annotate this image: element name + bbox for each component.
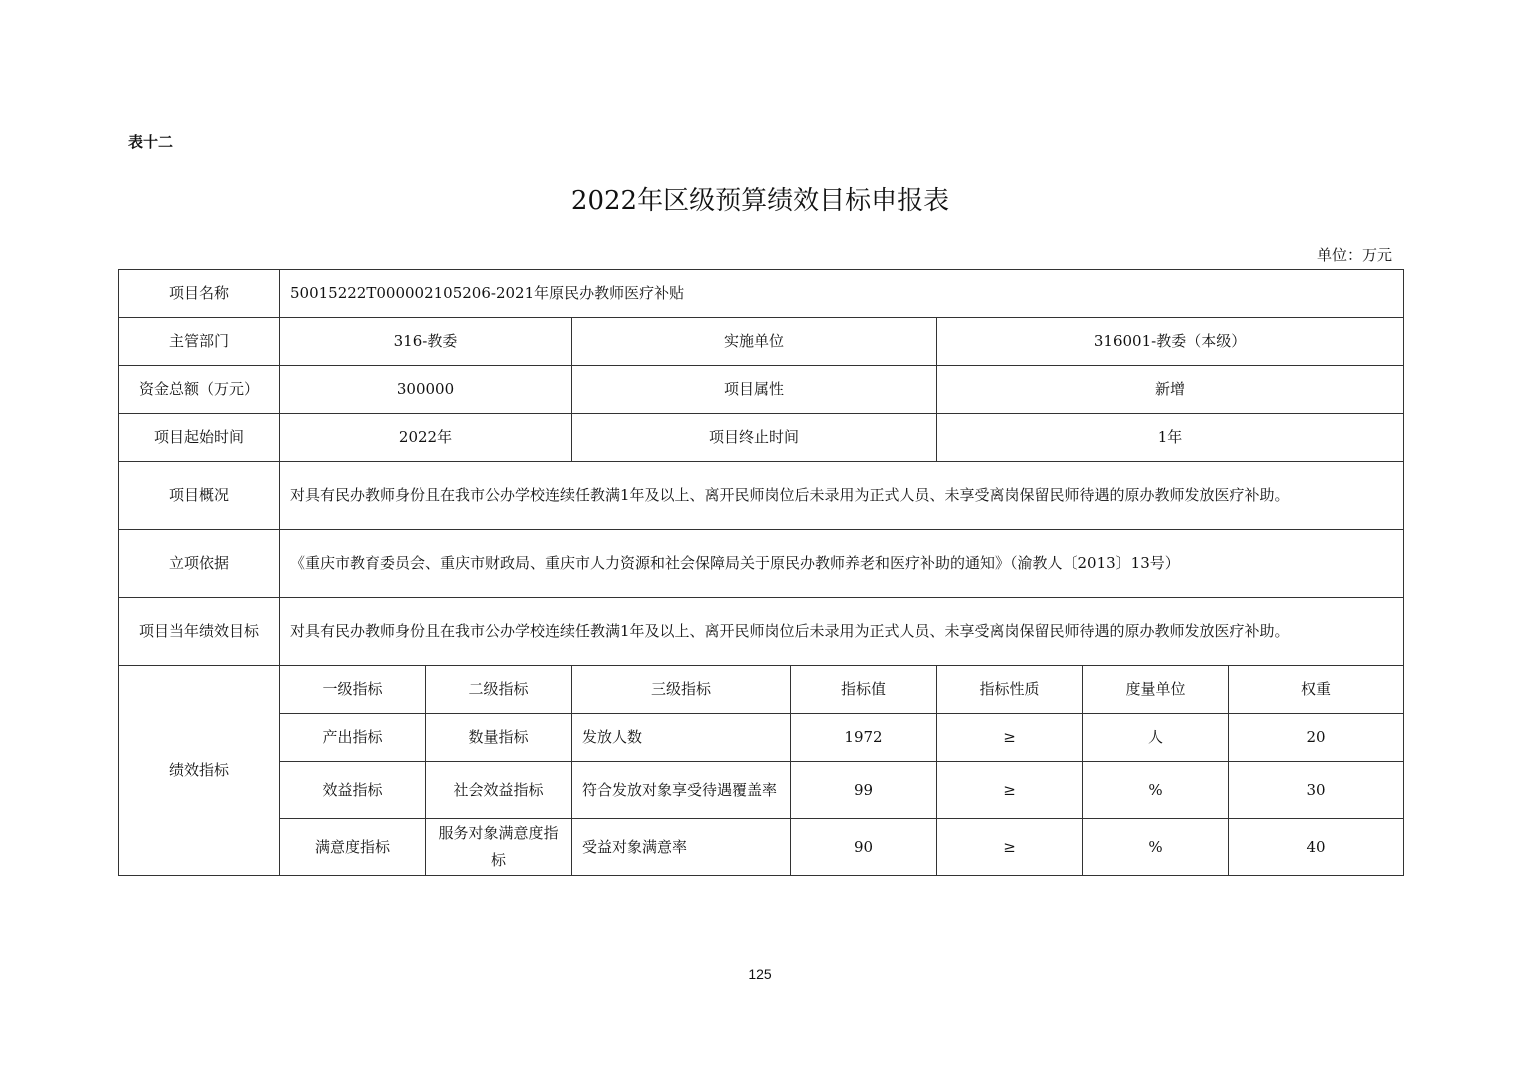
indicator-unit: % [1083, 762, 1229, 819]
indicator-row [119, 714, 1404, 762]
indicator-nature: ≥ [937, 819, 1083, 876]
indicator-level3: 受益对象满意率 [572, 819, 791, 876]
row-department [119, 318, 1404, 366]
indicator-level3: 发放人数 [572, 714, 791, 762]
overview-value: 对具有民办教师身份且在我市公办学校连续任教满1年及以上、离开民师岗位后未录用为正式人员、未享受离岗保留民师待遇的原办教师发放医疗补助。 [280, 462, 1404, 530]
indicator-weight: 40 [1229, 819, 1404, 876]
table-label: 表十二 [128, 133, 174, 151]
indicator-nature: ≥ [937, 762, 1083, 819]
project-attr-label: 项目属性 [572, 366, 937, 414]
funds-label: 资金总额（万元） [119, 366, 280, 414]
row-funds [119, 366, 1404, 414]
header-weight: 权重 [1229, 666, 1404, 714]
row-project-name [119, 270, 1404, 318]
basis-label: 立项依据 [119, 530, 280, 598]
dept-value: 316-教委 [280, 318, 572, 366]
header-value: 指标值 [791, 666, 937, 714]
indicator-weight: 30 [1229, 762, 1404, 819]
header-level2: 二级指标 [426, 666, 572, 714]
indicator-header-row [119, 666, 1404, 714]
indicators-section-label: 绩效指标 [119, 666, 280, 876]
annual-goal-label: 项目当年绩效目标 [119, 598, 280, 666]
impl-unit-label: 实施单位 [572, 318, 937, 366]
indicator-level1: 效益指标 [280, 762, 426, 819]
dept-label: 主管部门 [119, 318, 280, 366]
start-time-label: 项目起始时间 [119, 414, 280, 462]
indicator-value: 90 [791, 819, 937, 876]
indicator-level2: 服务对象满意度指标 [426, 819, 572, 876]
project-name-label: 项目名称 [119, 270, 280, 318]
project-name-value: 50015222T000002105206-2021年原民办教师医疗补贴 [280, 270, 1404, 318]
row-annual-goal [119, 598, 1404, 666]
header-level1: 一级指标 [280, 666, 426, 714]
header-level3: 三级指标 [572, 666, 791, 714]
indicator-value: 99 [791, 762, 937, 819]
page-number: 125 [748, 966, 772, 982]
row-overview [119, 462, 1404, 530]
indicator-level2: 数量指标 [426, 714, 572, 762]
start-time-value: 2022年 [280, 414, 572, 462]
funds-value: 300000 [280, 366, 572, 414]
project-attr-value: 新增 [937, 366, 1404, 414]
indicator-level3: 符合发放对象享受待遇覆盖率 [572, 762, 791, 819]
annual-goal-value: 对具有民办教师身份且在我市公办学校连续任教满1年及以上、离开民师岗位后未录用为正式人员、未享受离岗保留民师待遇的原办教师发放医疗补助。 [280, 598, 1404, 666]
budget-target-table [118, 269, 1404, 876]
impl-unit-value: 316001-教委（本级） [937, 318, 1404, 366]
indicator-weight: 20 [1229, 714, 1404, 762]
indicator-unit: 人 [1083, 714, 1229, 762]
header-unit: 度量单位 [1083, 666, 1229, 714]
end-time-value: 1年 [937, 414, 1404, 462]
indicator-value: 1972 [791, 714, 937, 762]
unit-label: 单位：万元 [1316, 246, 1392, 264]
end-time-label: 项目终止时间 [572, 414, 937, 462]
row-period [119, 414, 1404, 462]
row-basis [119, 530, 1404, 598]
indicator-row [119, 762, 1404, 819]
indicator-row [119, 819, 1404, 876]
header-nature: 指标性质 [937, 666, 1083, 714]
overview-label: 项目概况 [119, 462, 280, 530]
indicator-level2: 社会效益指标 [426, 762, 572, 819]
indicator-nature: ≥ [937, 714, 1083, 762]
indicator-level1: 满意度指标 [280, 819, 426, 876]
indicator-unit: % [1083, 819, 1229, 876]
basis-value: 《重庆市教育委员会、重庆市财政局、重庆市人力资源和社会保障局关于原民办教师养老和医疗补助的通知》（渝教人〔2013〕13号） [280, 530, 1404, 598]
indicator-level1: 产出指标 [280, 714, 426, 762]
page-title: 2022年区级预算绩效目标申报表 [570, 186, 950, 216]
